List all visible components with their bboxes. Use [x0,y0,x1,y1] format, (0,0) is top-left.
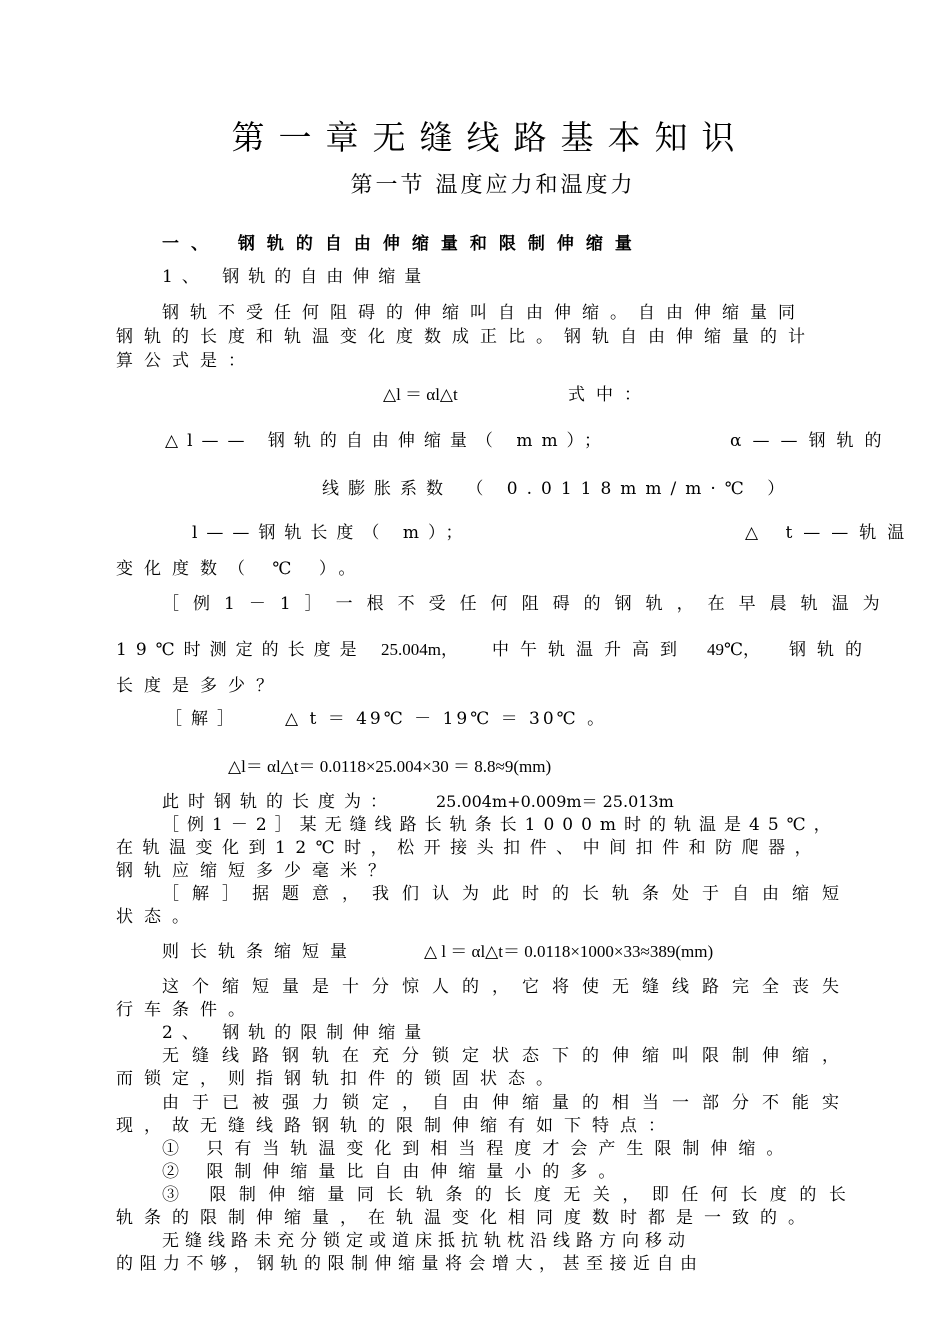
example-1-question-cont: 中午轨温升高到 [492,640,688,660]
example-1-temp-value: 49℃， [707,640,761,659]
solution-1-delta-t: △ t ＝ 49℃ － 19℃ ＝ 30℃ 。 [285,709,608,729]
paragraph-line: 钢轨的长度和轨温变化度数成正比。钢轨自由伸缩量的计 [116,327,816,347]
example-1-question-cont: 19℃时测定的长度是 [116,640,366,660]
subheading-restricted-expansion: 2、 钢轨的限制伸缩量 [162,1023,431,1043]
solution-1-result-value: 25.004m+0.009m＝ 25.013m [436,792,674,811]
example-1-question: ［例1－1］一根不受任何阻碍的钢轨，在早晨轨温为 [162,594,894,614]
formula-where-label: 式中： [568,385,652,405]
paragraph-line: 的阻力不够，钢轨的限制伸缩量将会增大，甚至接近自由 [116,1254,704,1274]
paragraph-line: 这个缩短量是十分惊人的，它将使无缝线路完全丧失 [162,977,852,997]
list-item-2: ② 限制伸缩量比自由伸缩量小的多。 [162,1162,627,1182]
paragraph-line: 钢轨不受任何阻碍的伸缩叫自由伸缩。自由伸缩量同 [162,303,806,323]
paragraph-line: 行车条件。 [116,1000,256,1020]
definition-length: l——钢轨长度（ m）； [192,523,472,543]
solution-2-text-cont: 状态。 [116,907,200,927]
solution-2-text: ［解］据题意，我们认为此时的长轨条处于自由缩短 [162,884,852,904]
solution-2-label: 则长轨条缩短量 [162,942,358,962]
example-1-question-cont: 长度是多少？ [116,676,284,696]
paragraph-line: 现，故无缝线路钢轨的限制伸缩有如下特点： [116,1116,676,1136]
section-subtitle: 第一节 温度应力和温度力 [350,173,636,198]
paragraph-line: 算公式是： [116,351,256,371]
paragraph-line: 无缝线路钢轨在充分锁定状态下的伸缩叫限制伸缩， [162,1046,852,1066]
example-1-length-value: 25.004m， [381,640,458,659]
solution-2-formula: △ l ＝ αl△t＝ 0.0118×1000×33≈389(mm) [424,942,714,961]
paragraph-line: 而锁定，则指钢轨扣件的锁固状态。 [116,1069,564,1089]
solution-1-label: ［解］ [165,709,243,729]
definition-delta-l: △l—— 钢轨的自由伸缩量（ mm）； [165,431,611,451]
solution-1-formula: △l＝ αl△t＝ 0.0118×25.004×30 ＝ 8.8≈9(mm) [228,757,552,776]
solution-1-result-label: 此时钢轨的长度为： [162,792,396,812]
paragraph-line: 无缝线路未充分锁定或道床抵抗轨枕沿线路方向移动 [162,1231,691,1251]
list-item-1: ① 只有当轨温变化到相当程度才会产生限制伸缩。 [162,1139,795,1159]
example-2-question-cont: 在轨温变化到12℃时，松开接头扣件、中间扣件和防爬器， [116,838,822,858]
definition-alpha: α——钢轨的 [730,431,893,451]
example-1-question-cont: 钢轨的 [789,640,873,660]
chapter-title: 第一章无缝线路基本知识 [231,118,749,157]
formula-free-expansion: △l ＝ αl△t [383,385,458,404]
list-item-3: ③ 限制伸缩量同长轨条的长度无关，即任何长度的长 [162,1185,859,1205]
definition-alpha-cont: 线膨胀系数 （ 0.0118mm/m·℃ ） [322,479,794,499]
definition-delta-t-cont: 变化度数（ ℃ ）。 [116,559,367,579]
example-2-question: ［例1－2］某无缝线路长轨条长1000m时的轨温是45℃， [162,815,839,835]
subheading-free-expansion: 1、 钢轨的自由伸缩量 [162,267,431,287]
heading-free-and-restricted-expansion: 一、 钢轨的自由伸缩量和限制伸缩量 [162,234,644,254]
definition-delta-t: △ t——轨温 [745,523,916,543]
paragraph-line: 由于已被强力锁定，自由伸缩量的相当一部分不能实 [162,1093,852,1113]
example-2-question-cont: 钢轨应缩短多少毫米？ [116,861,396,881]
list-item-3-cont: 轨条的限制伸缩量，在轨温变化相同度数时都是一致的。 [116,1208,816,1228]
